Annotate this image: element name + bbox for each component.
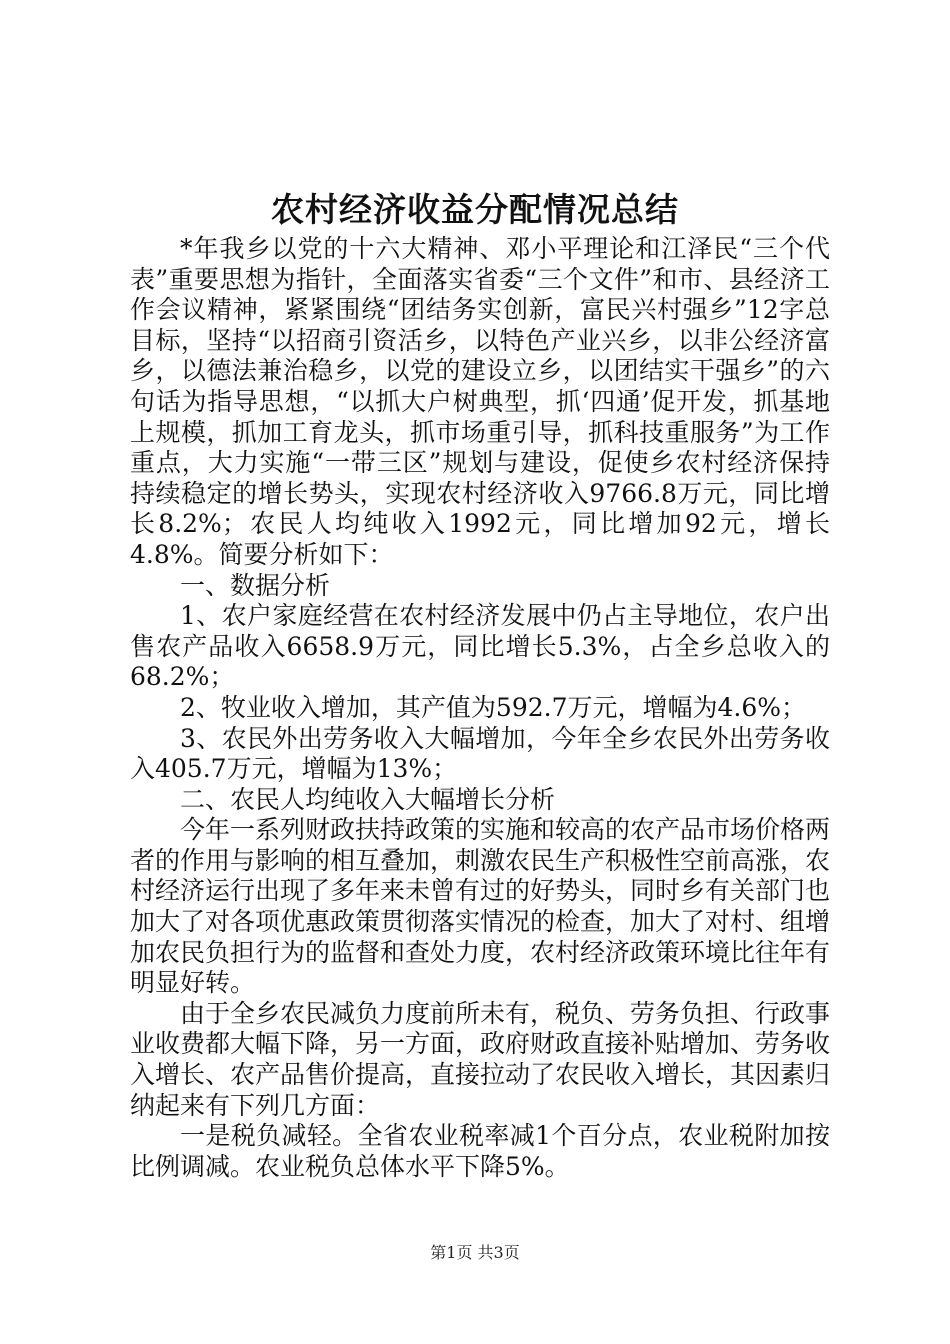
section-heading-data-analysis: 一、数据分析 (180, 570, 331, 600)
paragraph-policy-effects: 今年一系列财政扶持政策的实施和较高的农产品市场价格两者的作用与影响的相互叠加，刺激农民生产积极性空前高涨，农村经济运行出现了多年来未曾有过的好势头，同时乡有关部门也加大了对各项优惠政策贯彻落实情况的检查，加大了对村、组增加农民负担行为的监督和查处力度，农村经济政策环境比往年有明显好转。 (130, 815, 831, 998)
paragraph-intro: *年我乡以党的十六大精神、邓小平理论和江泽民“三个代表”重要思想为指针，全面落实省委“三个文件”和市、县经济工作会议精神，紧紧围绕“团结务实创新，富民兴村强乡”12字总目标，坚持“以招商引资活乡，以特色产业兴乡，以非公经济富乡，以德法兼治稳乡，以党的建设立乡，以团结实干强乡”的六句话为指导思想，“以抓大户树典型，抓‘四通’促开发，抓基地上规模，抓加工育龙头，抓市场重引导，抓科技重服务”为工作重点，大力实施“一带三区”规划与建设，促使乡农村经济保持持续稳定的增长势头，实现农村经济收入9766.8万元，同比增长8.2%；农民人均纯收入1992元，同比增加92元，增长4.8%。简要分析如下： (130, 234, 830, 569)
paragraph-tax-reduction: 一是税负减轻。全省农业税率减1个百分点，农业税附加按比例调减。农业税负总体水平下降5%。 (130, 1121, 830, 1181)
document-title: 农村经济收益分配情况总结 (271, 190, 679, 229)
document-body (130, 234, 830, 1182)
section-heading-income-growth: 二、农民人均纯收入大幅增长分析 (180, 784, 556, 814)
list-item-livestock-income: 2、牧业收入增加，其产值为592.7万元，增幅为4.6%； (180, 692, 806, 722)
page-footer: 第1页 共3页 (430, 1243, 520, 1262)
paragraph-burden-reduction: 由于全乡农民减负力度前所未有，税负、劳务负担、行政事业收费都大幅下降，另一方面，政府财政直接补贴增加、劳务收入增长、农产品售价提高，直接拉动了农民收入增长，其因素归纳起来有下列几方面： (130, 998, 831, 1120)
list-item-labor-income: 3、农民外出劳务收入大幅增加，今年全乡农民外出劳务收入405.7万元，增幅为13%； (130, 723, 830, 784)
list-item-household-income: 1、农户家庭经营在农村经济发展中仍占主导地位，农户出售农产品收入6658.9万元，同比增长5.3%，占全乡总收入的68.2%； (130, 601, 830, 692)
